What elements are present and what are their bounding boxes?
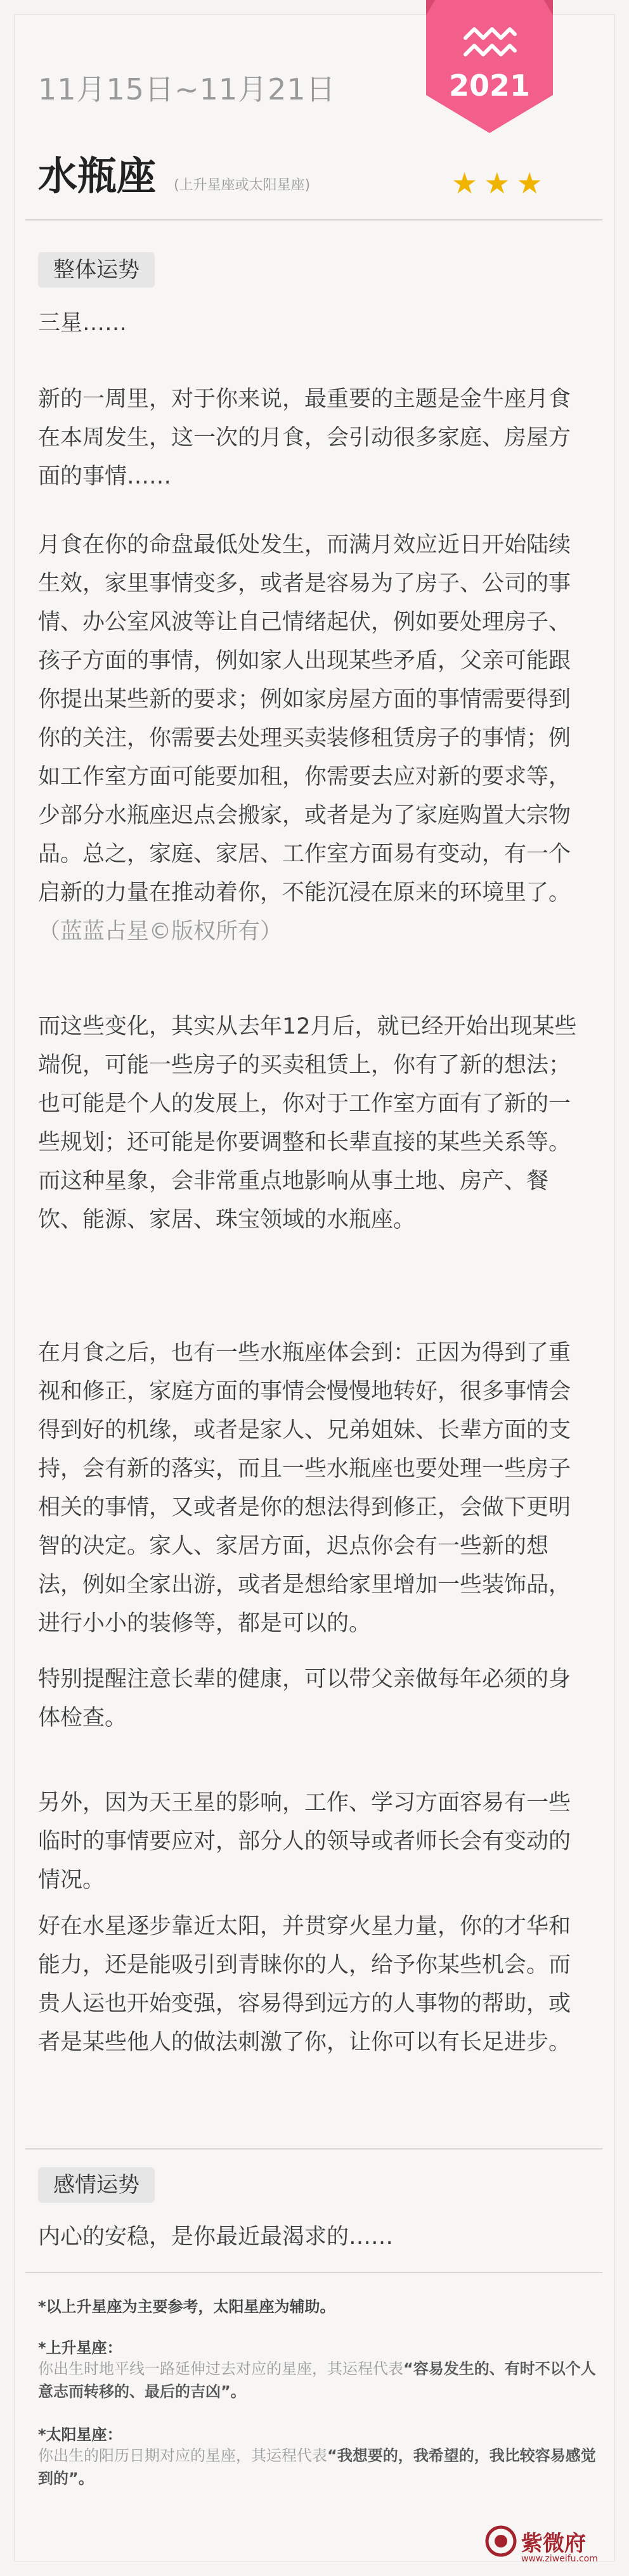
sun-desc (38, 2444, 596, 2490)
rising-title: *上升星座： (38, 2339, 122, 2357)
section-divider (25, 2148, 602, 2150)
sun-text: 你出生的阳历日期对应的星座，其运程代表 (38, 2447, 327, 2464)
star-rating: ★★★ (451, 166, 549, 200)
header-divider (25, 219, 602, 221)
title-row (38, 144, 310, 201)
notes-block (38, 2294, 596, 2490)
sun-title: *太阳星座： (38, 2426, 122, 2444)
overall-paragraph-7: 另外，因为天王星的影响，工作、学习方面容易有一些临时的事情要应对，部分人的领导或者师长会有变动的情况。 (38, 1790, 571, 1893)
year-label: 2021 (448, 68, 531, 103)
overall-tag: 整体运势 (38, 252, 155, 288)
year-badge (426, 0, 553, 133)
copyright-note: （蓝蓝占星©版权所有） (38, 919, 283, 944)
love-tag: 感情运势 (38, 2167, 155, 2203)
overall-paragraph-4: 而这些变化，其实从去年12月后，就已经开始出现某些端倪，可能一些房子的买卖租赁上，你有了新的想法；也可能是个人的发展上，你对于工作室方面有了新的一些规划；还可能是你要调整和长辈直接的某些关系等。而这种星象，会非常重点地影响从事土地、房产、餐饮、能源、家居、珠宝领域的水瓶座。 (38, 1014, 577, 1233)
overall-paragraph-8: 好在水星逐步靠近太阳，并贯穿火星力量，你的才华和能力，还是能吸引到青睐你的人，给予你某些机会。而贵人运也开始变强，容易得到远方的人事物的帮助，或者是某些他人的做法刺激了你，让你可以有长足进步。 (38, 1914, 571, 2055)
overall-paragraph-5: 在月食之后，也有一些水瓶座体会到：正因为得到了重视和修正，家庭方面的事情会慢慢地转好，很多事情会得到好的机缘，或者是家人、兄弟姐妹、长辈方面的支持，会有新的落实，而且一些水瓶座也要处理一些房子相关的事情，又或者是你的想法得到修正，会做下更明智的决定。家人、家居方面，迟点你会有一些新的想法，例如全家出游，或者是想给家里增加一些装饰品，进行小小的装修等，都是可以的。 (38, 1340, 571, 1636)
sign-title: 水瓶座 (38, 153, 157, 199)
rising-quote: “容易发生的、有时不以个人意志而转移的、最后的吉凶”。 (38, 2360, 596, 2400)
overall-paragraph-1: 三星…… (38, 311, 127, 336)
notes-main: *以上升星座为主要参考，太阳星座为辅助。 (38, 2298, 335, 2316)
date-range: 11月15日~11月21日 (38, 72, 336, 106)
overall-paragraph-6: 特别提醒注意长辈的健康，可以带父亲做每年必须的身体检查。 (38, 1667, 571, 1731)
overall-paragraph-2: 新的一周里，对于你来说，最重要的主题是金牛座月食在本周发生，这一次的月食，会引动很多家庭、房屋方面的事情…… (38, 387, 571, 489)
logo-url: www.ziweifu.com (521, 2554, 598, 2564)
love-text: 内心的安稳，是你最近最渴求的…… (38, 2224, 394, 2250)
overall-paragraph-3-text: 月食在你的命盘最低处发生，而满月效应近日开始陆续生效，家里事情变多，或者是容易为了房子、公司的事情、办公室风波等让自己情绪起伏，例如要处理房子、孩子方面的事情，例如家人出现某些矛盾，父亲可能跟你提出某些新的要求；例如家房屋方面的事情需要得到你的关注，你需要去处理买卖装修租赁房子的事情；例如工作室方面可能要加租，你需要去应对新的要求等，少部分水瓶座迟点会搬家，或者是为了家庭购置大宗物品。总之，家庭、家居、工作室方面易有变动，有一个启新的力量在推动着你，不能沉浸在原来的环境里了。 (38, 532, 571, 906)
logo-name: 紫微府 (521, 2531, 586, 2556)
overall-paragraph-3 (38, 526, 591, 951)
aquarius-symbol-icon (462, 23, 519, 61)
rising-text: 你出生时地平线一路延伸过去对应的星座，其运程代表 (38, 2360, 403, 2378)
sun-quote: “我想要的，我希望的，我比较容易感觉到的”。 (38, 2447, 596, 2487)
rising-desc (38, 2357, 596, 2403)
notes-divider (25, 2272, 602, 2273)
ziweifu-logo-icon (484, 2525, 517, 2558)
sign-subtitle: (上升星座或太阳星座) (174, 177, 311, 193)
